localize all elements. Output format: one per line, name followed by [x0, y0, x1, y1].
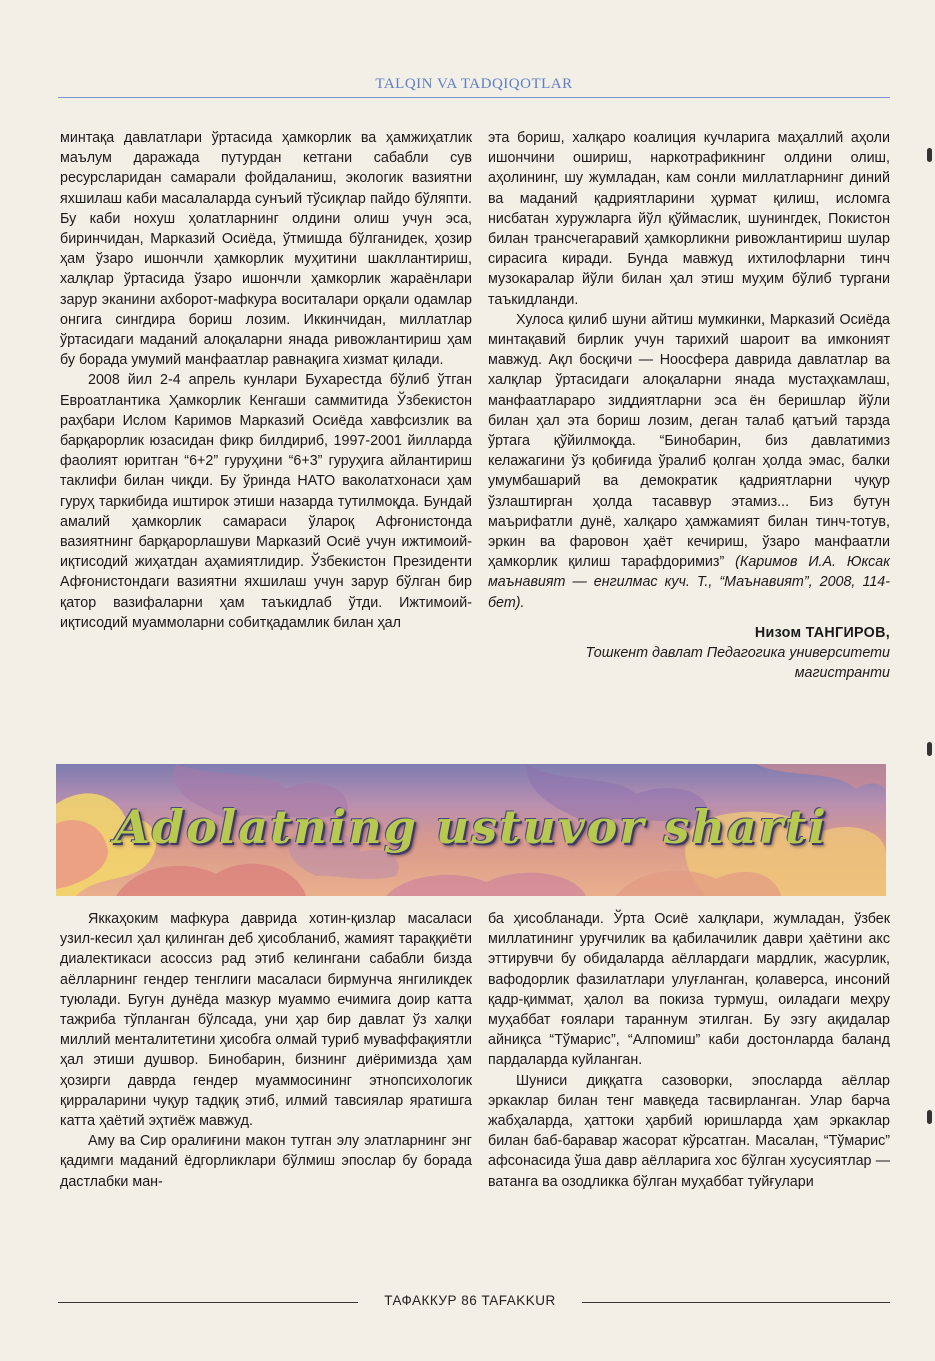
paragraph: эта бориш, халқаро коалиция кучларига маҳаллий аҳоли ишончини ошириш, наркотрафикнинг олдини олиш, аҳолининг, шу жумладан, кам сонли миллатларнинг диний ва маданий қадриятларини ҳурмат қилиш, исломга нисбатан хуружларга йўл қўймаслик, шунингдек, Покистон билан трансчегаравий ҳамкорликни ривожлантириш шулар сирасига киради. Бунда мавжуд ихтилофларни тинч музокаралар йўли билан ҳал этиш муҳим бўлиб тургани таъкидланди. — [488, 130, 890, 308]
paragraph: 2008 йил 2-4 апрель кунлари Бухарестда бўлиб ўтган Евроатлантика Ҳамкорлик Кенгаши саммитида Ўзбекистон раҳбари Ислом Каримов Марказий Осиёда хавфсизлик ва барқарорлик юзасидан фикр билдириб, 1997-2001 йилларда фаолият юритган “6+2” гуруҳини “6+3” гуруҳига айлантириш таклифи билан чиқди. Бу ўринда НАТО ваколатхонаси ҳам гуруҳ таркибида иштирок этиши назарда тутилмоқда. Бундай амалий ҳамкорлик самараси ўлароқ Афғонистонда вазиятнинг барқарорлашуви Марказий Осиё учун ижтимоий-иқтисодий жиҳатдан аҳамиятлидир. Ўзбекистон Президенти Афғонистондаги вазиятни яхшилаш учун зарур бўлган бир қатор вазифаларни ҳам таъкидлаб ўтди. Ижтимоий-иқтисодий муаммоларни собитқадамлик билан ҳал — [60, 372, 472, 631]
article-title-banner — [56, 764, 886, 896]
paragraph: ба ҳисобланади. Ўрта Осиё халқлари, жумладан, ўзбек миллатининг уруғчилик ва қабилачилик даври ҳаётини акс эттирувчи бу обидаларда аёллардаги мардлик, жасурлик, вафодорлик фазилатлари улуғланган, қолаверса, инсоний қадр-қиммат, ҳалол ва покиза турмуш, оиладаги меҳру муҳаббат ғоялари тараннум этилган. Бу эзгу ақидалар айниқса “Тўмарис”, “Алпомиш” каби достонларда баланд пардаларда куйланган. — [488, 911, 890, 1069]
author-name: Низом ТАНГИРОВ, — [754, 624, 890, 641]
article2-left-column — [60, 909, 472, 1192]
paragraph: минтақа давлатлари ўртасида ҳамкорлик ва ҳамжиҳатлик маълум даражада путурдан кетгани сабабли сув ресурсларидан самарали фойдаланиш, экологик вазиятни яхшилаш каби масалаларда сунъий тўсиқлар пайдо бўляпти. Бу каби нохуш ҳолатларнинг олдини олиш учун эса, биринчидан, Марказий Осиёда, ўтмишда бўлганидек, ҳозир ҳам ўзаро ишончли ҳамкорлик муҳитини шакллантириш, халқлар ўртасида ўзаро ишончли ҳамкорлик жараёнлари зарур эканини ахборот-мафкура воситалари орқали одамлар онгига сингдира бориш лозим. Иккинчидан, миллатлар ўртасидаги маданий алоқаларни янада ривожлантириш ҳам бу борада умумий манфаатлар равнақига хизмат қилади. — [60, 130, 472, 369]
paragraph: Аму ва Сир оралиғини макон тутган элу элатларнинг энг қадимги маданий ёдгорликлари бўлмиш эпослар бу борада дастлабки ман- — [60, 1133, 472, 1190]
footer-rule-right — [582, 1302, 890, 1303]
article1-left-column — [60, 128, 472, 633]
footer-rule-left — [58, 1302, 358, 1303]
binder-mark — [927, 148, 932, 162]
paragraph: Шуниси диққатга сазоворки, эпосларда аёллар эркаклар билан тенг мавқеда тасвирланган. Улар барча жабҳаларда, ҳаттоки ҳарбий юришларда ҳам эркаклар билан баб-баравар жасорат кўрсатган. Масалан, “Тўмарис” афсонасида ўша давр аёлларига хос бўлган хусусиятлар — ватанга ва озодликка бўлган муҳаббат туйғулари — [488, 1072, 890, 1190]
paragraph — [488, 310, 890, 613]
binder-mark — [927, 742, 932, 756]
quote-text: Хулоса қилиб шуни айтиш мумкинки, Марказий Осиёда минтақавий бирлик учун тарихий шароит ва имконият мавжуд. Ақл босқичи — Ноосфера даврида давлатлар ва халқлар ўртасидаги алоқаларни янада мустаҳкамлаш, манфаатлараро зиддиятларни эса ён беришлар йўли билан ҳал эта бориш лозим, деган талаб қатъий тарзда ўртага қўйилмоқда. “Бинобарин, биз давлатимиз келажагини ўз қобиғида ўралиб қолган ҳолда эмас, балки умумбашарий ва демократик қадриятларни чуқур ўзлаштирган ҳолда тасаввур этамиз... Биз бутун маърифатли дунё, халқаро ҳамжамият билан тинч-тотув, эркин ва фаровон ҳаёт кечириш, ўзаро манфаатли ҳамкорлик қилиш тарафдоримиз” — [488, 311, 890, 571]
article2-title: Adolatning ustuvor sharti — [114, 800, 828, 854]
quote-source: (Каримов И.А. Юксак маънавият — енгилмас куч. Т., “Маънавият”, 2008, 114-бет). — [488, 554, 890, 611]
author-affiliation: Тошкент давлат Педагогика университети магистранти — [585, 645, 890, 682]
article2-right-column — [488, 909, 890, 1192]
header-rule — [58, 97, 890, 98]
page-folio: ТАФАККУР 86 TAFAKKUR — [384, 1293, 556, 1308]
running-head: TALQIN VA TADQIQOTLAR — [375, 76, 573, 92]
paragraph: Яккаҳоким мафкура даврида хотин-қизлар масаласи узил-кесил ҳал қилинган деб ҳисобланиб, жамият тараққиёти диалектикаси асоссиз рад этиб келингани сабабли бизда аёлларнинг гендер тенглиги масаласи бирмунча янгиликдек туюлади. Бугун дунёда мазкур муаммо ечимига доир катта тажриба тўпланган бўлсада, уни ҳар бир давлат ўз халқи миллий менталитетини ҳисобга олмай туриб муваффақиятли ҳал этиши душвор. Бинобарин, бизнинг диёримизда ҳам ҳозирги даврда гендер муаммосининг этнопсихологик қирраларини чуқур тадқиқ этиб, илмий тавсиялар яратишга катта ҳаётий эҳтиёж мавжуд. — [60, 911, 472, 1130]
binder-mark — [927, 1110, 932, 1124]
article1-right-column — [488, 128, 890, 683]
